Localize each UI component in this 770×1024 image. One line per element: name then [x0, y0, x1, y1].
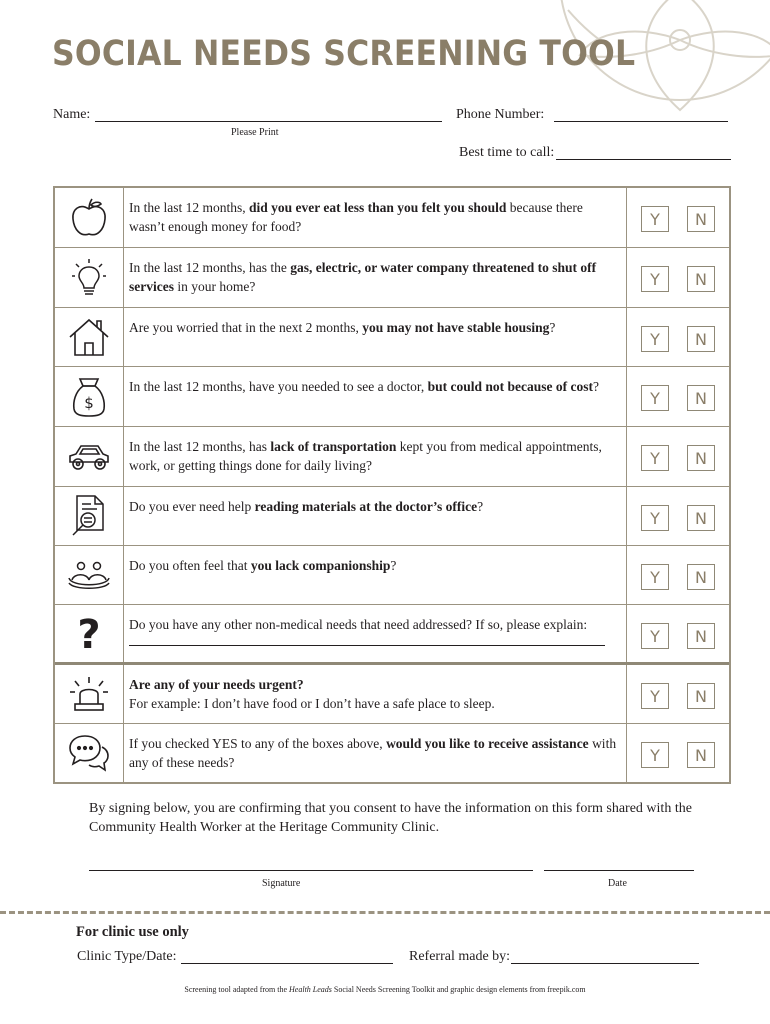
svg-text:?: ? — [77, 613, 101, 654]
question-row — [55, 604, 729, 662]
no-checkbox[interactable]: N — [687, 505, 715, 531]
question-row — [55, 426, 729, 486]
answer-cell — [627, 427, 729, 486]
clinic-type-field[interactable] — [181, 963, 393, 964]
cut-line-divider — [0, 911, 770, 914]
answer-cell — [627, 605, 729, 662]
chat-bubbles-icon — [55, 724, 124, 782]
signature-label: Signature — [262, 878, 301, 889]
question-text: In the last 12 months, have you needed to see a doctor, but could not because of cost? — [124, 367, 627, 426]
signature-field[interactable] — [89, 870, 533, 871]
yes-checkbox[interactable]: Y — [641, 385, 669, 411]
yes-checkbox[interactable]: Y — [641, 683, 669, 709]
apple-icon — [55, 188, 124, 247]
best-time-label: Best time to call: — [459, 145, 555, 160]
yes-checkbox[interactable]: Y — [641, 206, 669, 232]
yes-checkbox[interactable]: Y — [641, 505, 669, 531]
clinic-type-label: Clinic Type/Date: — [77, 949, 177, 964]
yes-checkbox[interactable]: Y — [641, 564, 669, 590]
question-text: Do you have any other non-medical needs that need addressed? If so, please explain: — [124, 605, 627, 662]
referral-field[interactable] — [511, 963, 699, 964]
answer-cell — [627, 188, 729, 247]
no-checkbox[interactable]: N — [687, 742, 715, 768]
yes-checkbox[interactable]: Y — [641, 742, 669, 768]
no-checkbox[interactable]: N — [687, 445, 715, 471]
question-row — [55, 188, 729, 247]
answer-cell — [627, 724, 729, 782]
question-text: Do you ever need help reading materials at the doctor’s office? — [124, 487, 627, 545]
no-checkbox[interactable]: N — [687, 623, 715, 649]
question-row — [55, 723, 729, 782]
no-checkbox[interactable]: N — [687, 385, 715, 411]
footer-credit: Screening tool adapted from the Health Leads Social Needs Screening Toolkit and graphic design elements from freepik.com — [184, 985, 586, 994]
question-row — [55, 307, 729, 366]
question-text: In the last 12 months, has the gas, electric, or water company threatened to shut off services in your home? — [124, 248, 627, 307]
no-checkbox[interactable]: N — [687, 564, 715, 590]
phone-label: Phone Number: — [456, 107, 545, 122]
screening-table — [53, 186, 731, 784]
question-text: In the last 12 months, did you ever eat less than you felt you should because there wasn’t enough money for food? — [124, 188, 627, 247]
people-icon — [55, 546, 124, 604]
answer-cell — [627, 665, 729, 723]
yes-checkbox[interactable]: Y — [641, 445, 669, 471]
page-title: SOCIAL NEEDS SCREENING TOOL — [52, 34, 636, 74]
consent-text: By signing below, you are confirming that you consent to have the information on this form shared with the Community Health Worker at the Heritage Community Clinic. — [89, 801, 692, 835]
please-print-hint: Please Print — [231, 127, 279, 138]
question-row — [55, 545, 729, 604]
yes-checkbox[interactable]: Y — [641, 266, 669, 292]
best-time-field[interactable] — [556, 159, 731, 160]
clinic-use-heading: For clinic use only — [76, 924, 189, 940]
question-text: Are any of your needs urgent? For example: I don’t have food or I don’t have a safe place to sleep. — [124, 665, 627, 723]
answer-cell — [627, 487, 729, 545]
phone-field[interactable] — [554, 121, 728, 122]
name-label: Name: — [53, 107, 91, 122]
question-text: Do you often feel that you lack companionship? — [124, 546, 627, 604]
yes-checkbox[interactable]: Y — [641, 326, 669, 352]
house-icon — [55, 308, 124, 366]
referral-label: Referral made by: — [409, 949, 511, 964]
answer-cell — [627, 546, 729, 604]
answer-cell — [627, 367, 729, 426]
answer-cell — [627, 248, 729, 307]
document-magnifier-icon — [55, 487, 124, 545]
money-bag-icon — [55, 367, 124, 426]
question-mark-icon — [55, 605, 124, 662]
name-field[interactable] — [95, 121, 442, 122]
question-row-urgent — [55, 662, 729, 723]
yes-checkbox[interactable]: Y — [641, 623, 669, 649]
lightbulb-icon — [55, 248, 124, 307]
question-row — [55, 247, 729, 307]
question-text: Are you worried that in the next 2 months, you may not have stable housing? — [124, 308, 627, 366]
car-icon — [55, 427, 124, 486]
no-checkbox[interactable]: N — [687, 266, 715, 292]
date-label: Date — [608, 878, 627, 889]
question-text: In the last 12 months, has lack of transportation kept you from medical appointments, work, or getting things done for daily living? — [124, 427, 627, 486]
alarm-light-icon — [55, 665, 124, 723]
svg-text:$: $ — [84, 393, 94, 412]
question-text: If you checked YES to any of the boxes above, would you like to receive assistance with any of these needs? — [124, 724, 627, 782]
answer-cell — [627, 308, 729, 366]
date-field[interactable] — [544, 870, 694, 871]
explain-field[interactable] — [129, 636, 605, 646]
question-row — [55, 366, 729, 426]
question-row — [55, 486, 729, 545]
no-checkbox[interactable]: N — [687, 206, 715, 232]
no-checkbox[interactable]: N — [687, 683, 715, 709]
no-checkbox[interactable]: N — [687, 326, 715, 352]
